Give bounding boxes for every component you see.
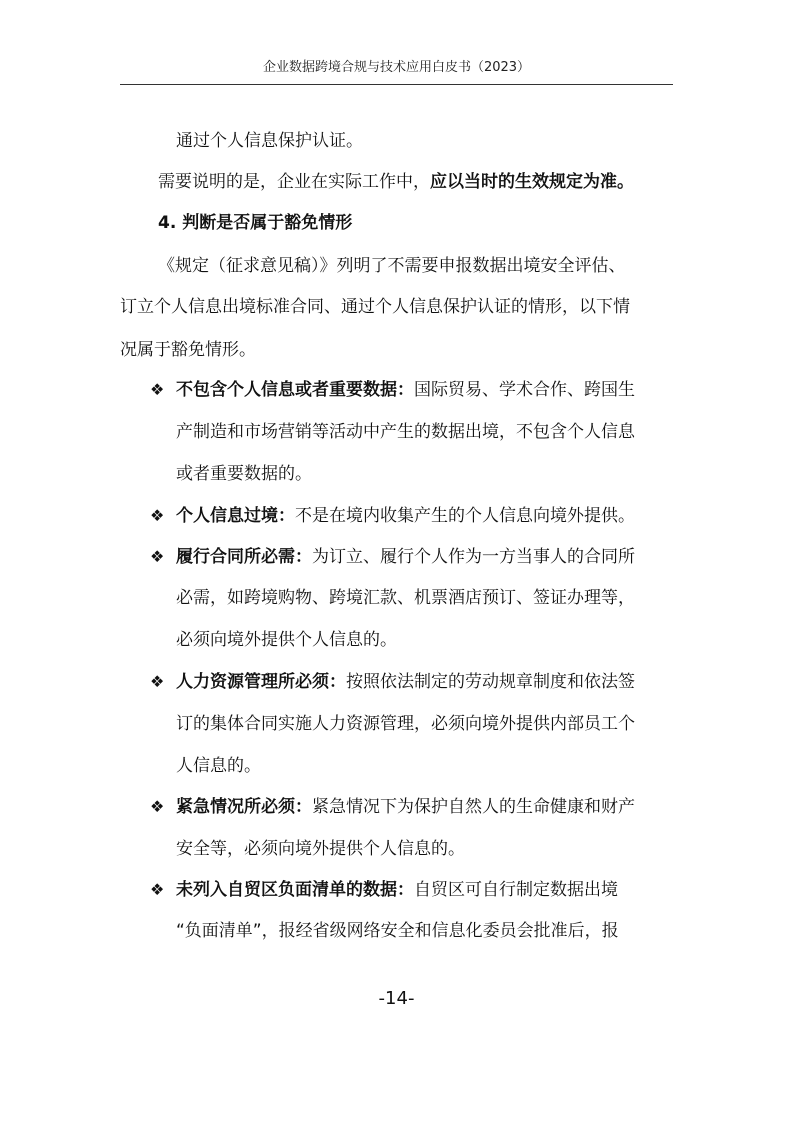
bullet-title: 履行合同所必需：: [176, 547, 312, 567]
bullet-continuation: 安全等，必须向境外提供个人信息的。: [176, 839, 465, 859]
bullet-continuation: “负面清单”，报经省级网络安全和信息化委员会批准后，报: [176, 921, 619, 941]
bullet-text: 国际贸易、学术合作、跨国生: [414, 380, 635, 400]
note-emphasis: 应以当时的生效规定为准。: [430, 172, 634, 192]
intro-line: 况属于豁免情形。: [120, 340, 256, 360]
note-paragraph: [158, 171, 634, 193]
intro-line: 《规定（征求意见稿）》列明了不需要申报数据出境安全评估、: [158, 256, 626, 276]
bullet-title: 不包含个人信息或者重要数据：: [176, 380, 414, 400]
header-divider: [120, 84, 673, 85]
bullet-continuation: 产制造和市场营销等活动中产生的数据出境，不包含个人信息: [176, 422, 635, 442]
bullet-diamond-icon: ❖: [150, 547, 165, 566]
bullet-continuation: 人信息的。: [176, 756, 261, 776]
bullet-continuation: 必需，如跨境购物、跨境汇款、机票酒店预订、签证办理等，: [176, 588, 635, 608]
bullet-diamond-icon: ❖: [150, 380, 165, 399]
bullet-continuation: 或者重要数据的。: [176, 464, 312, 484]
bullet-title: 个人信息过境：: [176, 506, 295, 526]
bullet-item: [176, 505, 635, 527]
bullet-title: 紧急情况所必须：: [176, 797, 312, 817]
bullet-item: [176, 379, 635, 401]
bullet-diamond-icon: ❖: [150, 797, 165, 816]
bullet-diamond-icon: ❖: [150, 506, 165, 525]
bullet-text: 紧急情况下为保护自然人的生命健康和财产: [312, 797, 635, 817]
bullet-text: 不是在境内收集产生的个人信息向境外提供。: [295, 506, 635, 526]
bullet-diamond-icon: ❖: [150, 672, 165, 691]
bullet-title: 未列入自贸区负面清单的数据：: [176, 880, 414, 900]
note-text: 需要说明的是，企业在实际工作中，: [158, 172, 430, 192]
bullet-diamond-icon: ❖: [150, 880, 165, 899]
bullet-continuation: 必须向境外提供个人信息的。: [176, 630, 397, 650]
bullet-text: 为订立、履行个人作为一方当事人的合同所: [312, 547, 635, 567]
section-heading: 4. 判断是否属于豁免情形: [158, 213, 353, 233]
page-number: -14-: [378, 988, 415, 1009]
bullet-item: [176, 796, 635, 818]
bullet-title: 人力资源管理所必须：: [176, 672, 346, 692]
bullet-text: 按照依法制定的劳动规章制度和依法签: [346, 672, 635, 692]
bullet-continuation: 订的集体合同实施人力资源管理，必须向境外提供内部员工个: [176, 714, 635, 734]
bullet-item: [176, 671, 635, 693]
running-header: 企业数据跨境合规与技术应用白皮书（2023）: [262, 60, 531, 75]
bullet-text: 自贸区可自行制定数据出境: [414, 880, 618, 900]
paragraph-line: 通过个人信息保护认证。: [176, 131, 363, 151]
bullet-item: [176, 879, 618, 901]
bullet-item: [176, 546, 635, 568]
intro-line: 订立个人信息出境标准合同、通过个人信息保护认证的情形，以下情: [120, 297, 630, 317]
